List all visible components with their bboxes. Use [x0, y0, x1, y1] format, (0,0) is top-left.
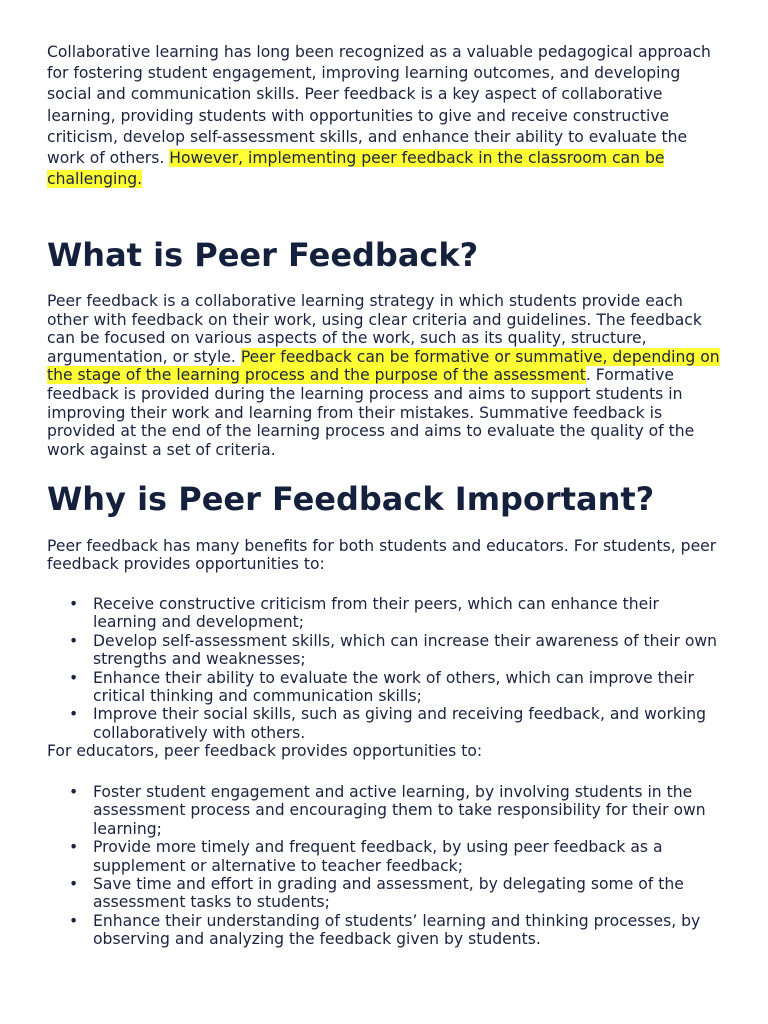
- bullet-icon: •: [69, 875, 79, 894]
- educator-benefits-list: [47, 783, 727, 949]
- list-item: [47, 875, 727, 912]
- list-item-text: Improve their social skills, such as giving and receiving feedback, and working collaboratively with others.: [93, 705, 707, 742]
- list-item-text: Enhance their ability to evaluate the work of others, which can improve their critical thinking and communication skills;: [93, 668, 694, 706]
- why-intro-paragraph: Peer feedback has many benefits for both students and educators. For students, peer feedback provides opportunities to:: [47, 537, 717, 574]
- bullet-icon: •: [69, 595, 79, 613]
- bullet-icon: •: [69, 783, 79, 801]
- list-item: [47, 669, 727, 706]
- list-item-text: Develop self-assessment skills, which can increase their awareness of their own strengths and weaknesses;: [93, 631, 718, 669]
- list-item: [47, 705, 727, 742]
- list-item-text: Save time and effort in grading and assessment, by delegating some of the assessment tasks to students;: [93, 875, 684, 912]
- bullet-icon: •: [69, 668, 79, 687]
- list-item-text: Provide more timely and frequent feedback, by using peer feedback as a supplement or alternative to teacher feedback;: [93, 838, 663, 875]
- list-item-text: Receive constructive criticism from their peers, which can enhance their learning and development;: [93, 595, 659, 632]
- student-benefits-list: [47, 595, 727, 742]
- intro-highlight: However, implementing peer feedback in the classroom can be challenging.: [47, 149, 665, 189]
- list-item-text: Foster student engagement and active learning, by involving students in the assessment process and encouraging them to take responsibility for their own learning;: [93, 783, 706, 838]
- intro-paragraph: [47, 42, 727, 190]
- educators-intro-paragraph: For educators, peer feedback provides opportunities to:: [47, 742, 483, 760]
- list-item: [47, 595, 727, 632]
- bullet-icon: •: [69, 705, 79, 724]
- list-item: [47, 783, 727, 838]
- bullet-icon: •: [69, 911, 79, 930]
- list-item: [47, 912, 727, 949]
- what-text-after: . Formative feedback is provided during the learning process and aims to support students in improving their work and learning from their mistakes. Summative feedback is provided at the end of the learning process and aims to evaluate the quality of the work against a set of criteria.: [47, 366, 695, 459]
- heading-why-important: Why is Peer Feedback Important?: [47, 480, 655, 518]
- what-paragraph: [47, 292, 727, 459]
- list-item-text: Enhance their understanding of students’ learning and thinking processes, by observing and analyzing the feedback given by students.: [93, 911, 701, 949]
- list-item: [47, 838, 727, 875]
- intro-text: Collaborative learning has long been recognized as a valuable pedagogical approach for fostering student engagement, improving learning outcomes, and developing social and communication skills. Peer feedback is a key aspect of collaborative learning, providing students with opportunities to give and receive constructive criticism, develop self-assessment skills, and enhance their ability to evaluate the work of others.: [47, 43, 711, 168]
- what-text-before: Peer feedback is a collaborative learning strategy in which students provide each other with feedback on their work, using clear criteria and guidelines. The feedback can be focused on various aspects of the work, such as its quality, structure, argumentation, or style.: [47, 292, 702, 366]
- what-highlight: Peer feedback can be formative or summative, depending on the stage of the learning process and the purpose of the assessment: [47, 347, 720, 385]
- bullet-icon: •: [69, 838, 79, 857]
- list-item: [47, 632, 727, 669]
- bullet-icon: •: [69, 631, 79, 650]
- heading-what-is-peer-feedback: What is Peer Feedback?: [47, 236, 479, 274]
